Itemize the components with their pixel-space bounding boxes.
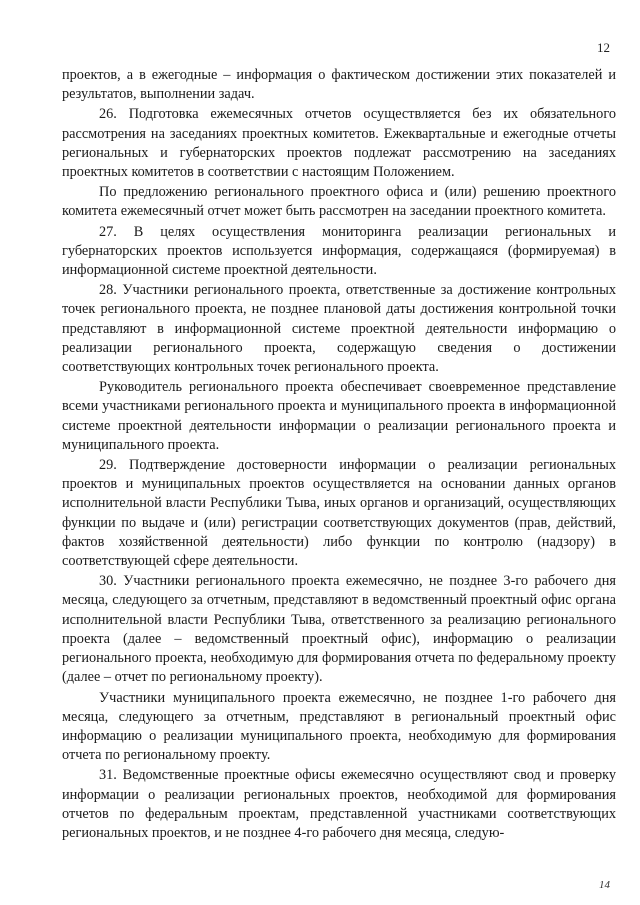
paragraph-item-27: 27. В целях осуществления мониторинга реализации региональных и губернаторских проектов используется информация, содержащаяся (формируемая) в информационной системе проектной деятельности. <box>62 223 616 279</box>
paragraph-item-28: 28. Участники регионального проекта, ответственные за достижение контрольных точек регионального проекта, не позднее плановой даты достижения контрольной точки представляют в информационной системе проектной деятельности информацию о реализации регионального проекта, содержащую сведения о достижении соответствующих контрольных точек регионального проекта. <box>62 282 616 376</box>
page-number: 12 <box>597 40 610 55</box>
paragraph-item-31: 31. Ведомственные проектные офисы ежемесячно осуществляют свод и проверку информации о реализации региональных проектов, необходимой для формирования отчетов по федеральным проектам, представленной участниками соответствующих региональных проектов, и не позднее 4-го рабочего дня месяца, следую- <box>62 767 616 841</box>
paragraph-item-30: 30. Участники регионального проекта ежемесячно, не позднее 3-го рабочего дня месяца, следующего за отчетным, представляют в ведомственный проектный офис органа исполнительной власти Республики Тыва, ответственного за реализацию регионального проекта (далее – ведомственный проектный офис), информацию о реализации регионального проекта, необходимую для формирования отчета по федеральному проекту (далее – отчет по региональному проекту). <box>62 573 616 686</box>
document-body <box>62 66 616 843</box>
paragraph-item-26: 26. Подготовка ежемесячных отчетов осуществляется без их обязательного рассмотрения на заседаниях проектных комитетов. Ежеквартальные и ежегодные отчеты региональных и губернаторских проектов подлежат рассмотрению на заседаниях проектных комитетов в соответствии с настоящим Положением. <box>62 106 616 181</box>
paragraph: Руководитель регионального проекта обеспечивает своевременное представление всеми участниками регионального проекта и муниципального проекта в информационной системе проектной деятельности информации о реализации регионального проекта и муниципального проекта. <box>62 379 616 453</box>
paragraph-continuation: проектов, а в ежегодные – информация о фактическом достижении этих показателей и результатов, выполнении задач. <box>62 67 616 103</box>
paragraph-item-29: 29. Подтверждение достоверности информации о реализации региональных проектов и муниципальных проектов осуществляется на основании данных органов исполнительной власти Республики Тыва, иных органов и организаций, осуществляющих функции по выдаче и (или) регистрации соответствующих документов (прав, действий, фактов хозяйственной деятельности) либо функции по контролю (надзору) в соответствующей сфере деятельности. <box>62 457 616 570</box>
paragraph: Участники муниципального проекта ежемесячно, не позднее 1-го рабочего дня месяца, следующего за отчетным, представляют в региональный проектный офис информацию о реализации муниципального проекта, необходимую для формирования отчета по региональному проекту. <box>62 689 616 764</box>
handwritten-mark: 14 <box>599 879 610 891</box>
paragraph: По предложению регионального проектного офиса и (или) решению проектного комитета ежемесячный отчет может быть рассмотрен на заседании проектного комитета. <box>62 184 616 220</box>
